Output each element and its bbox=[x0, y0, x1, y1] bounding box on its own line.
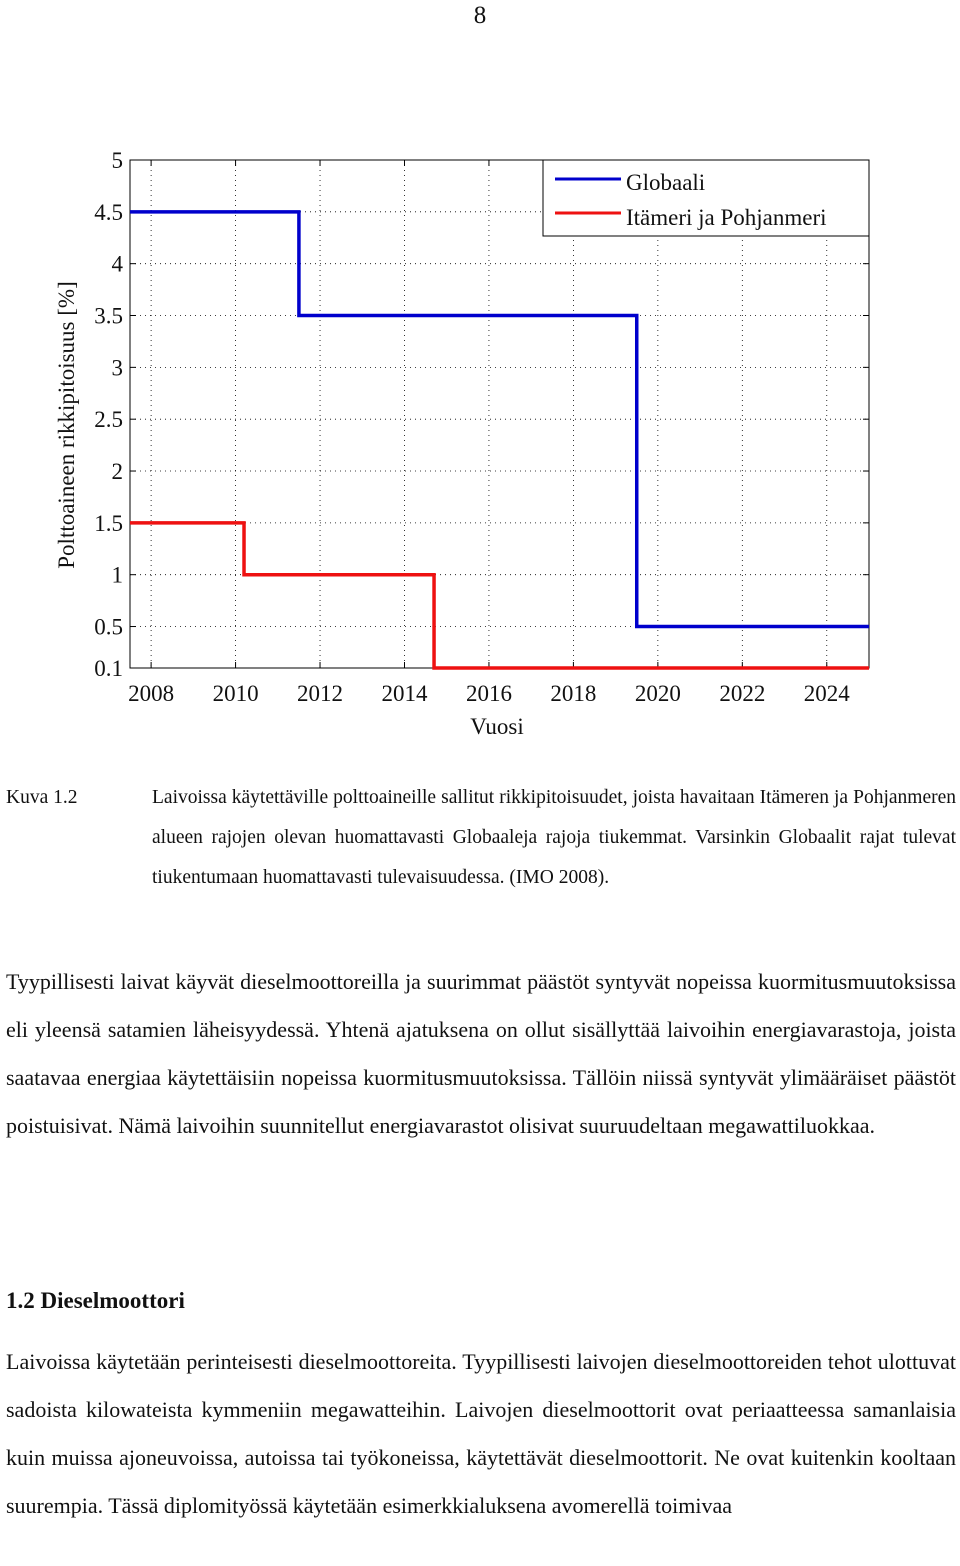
x-tick-label: 2010 bbox=[212, 681, 259, 706]
page-number: 8 bbox=[473, 2, 487, 29]
x-tick-label: 2014 bbox=[381, 681, 428, 706]
x-tick-label: 2016 bbox=[465, 681, 512, 706]
sulfur-limit-chart bbox=[0, 140, 900, 750]
y-tick-labels bbox=[94, 148, 123, 681]
legend-label-globaali: Globaali bbox=[626, 170, 706, 195]
x-tick-label: 2018 bbox=[550, 681, 597, 706]
series-line-itameri bbox=[130, 523, 869, 668]
legend bbox=[543, 160, 869, 236]
y-tick-label: 2 bbox=[111, 459, 123, 485]
y-tick-label: 3 bbox=[111, 355, 123, 381]
x-tick-label: 2024 bbox=[803, 681, 850, 706]
y-axis-title: Polttoaineen rikkipitoisuus [%] bbox=[54, 281, 79, 569]
caption-label: Kuva 1.2 bbox=[6, 787, 78, 808]
y-tick-label: 4 bbox=[111, 251, 123, 277]
y-tick-label: 1.5 bbox=[94, 510, 123, 536]
y-tick-label: 1 bbox=[111, 562, 123, 588]
y-tick-label: 5 bbox=[111, 148, 123, 173]
x-axis-title: Vuosi bbox=[470, 714, 524, 739]
legend-label-itameri: Itämeri ja Pohjanmeri bbox=[626, 205, 827, 230]
x-tick-label: 2022 bbox=[719, 681, 766, 706]
body-paragraph-1: Tyypillisesti laivat käyvät dieselmoottoreilla ja suurimmat päästöt syntyvät nopeissa kuormitusmuutoksissa eli yleensä satamien läheisyydessä. Yhtenä ajatuksena on ollut sisällyttää laivoihin energiavarastoja, joista saatavaa energiaa käytettäisiin nopeissa kuormitusmuutoksissa. Tällöin niissä syntyvät ylimääräiset päästöt poistuisivat. Nämä laivoihin suunnitellut energiavarastot olisivat suuruudeltaan megawattiluokkaa. bbox=[6, 969, 956, 1138]
section-heading: 1.2 Dieselmoottori bbox=[6, 1288, 185, 1313]
y-tick-label: 2.5 bbox=[94, 407, 123, 433]
x-tick-label: 2012 bbox=[297, 681, 344, 706]
y-tick-label: 0.5 bbox=[94, 614, 123, 640]
caption-text: Laivoissa käytettäville polttoaineille sallitut rikkipitoisuudet, joista havaitaan Itämeren ja Pohjanmeren alueen rajojen olevan huomattavasti Globaaleja rajoja tiukemmat. Varsinkin Globaalit rajat tulevat tiukentumaan huomattavasti tulevaisuudessa. (IMO 2008). bbox=[152, 787, 956, 888]
y-tick-label: 4.5 bbox=[94, 199, 123, 225]
y-tick-label: 0.1 bbox=[94, 656, 123, 681]
y-tick-label: 3.5 bbox=[94, 303, 123, 329]
x-tick-label: 2020 bbox=[634, 681, 681, 706]
x-tick-label: 2008 bbox=[128, 681, 175, 706]
figure-caption bbox=[6, 778, 956, 898]
x-tick-labels bbox=[128, 681, 850, 706]
body-paragraph-2: Laivoissa käytetään perinteisesti dieselmoottoreita. Tyypillisesti laivojen dieselmoottoreiden tehot ulottuvat sadoista kilowateista kymmeniin megawatteihin. Laivojen dieselmoottorit ovat periaatteessa samanlaisia kuin muissa ajoneuvoissa, autoissa tai työkoneissa, käytettävät dieselmoottorit. Ne ovat kuitenkin kooltaan suurempia. Tässä diplomityössä käytetään esimerkkialuksena avomerellä toimivaa bbox=[6, 1349, 956, 1518]
series-lines bbox=[130, 212, 869, 668]
